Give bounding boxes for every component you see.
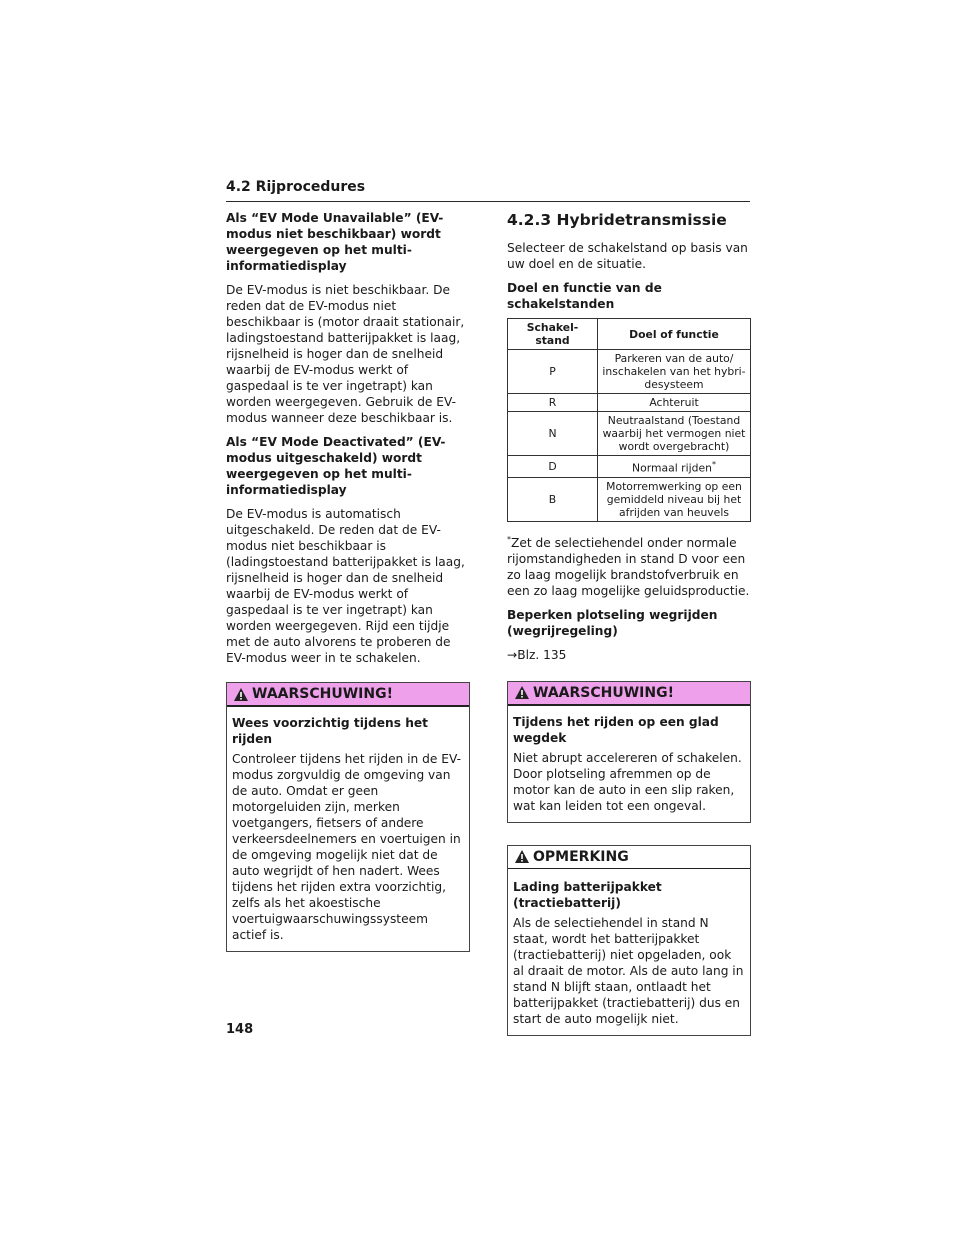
table-cell-position: D bbox=[508, 456, 598, 478]
heading-launch-control: Beperken plotseling wegrijden (wegrijregeling) bbox=[507, 607, 718, 638]
table-cell-function: Motorremwerking op een gemiddeld niveau bij het afrijden van heuvels bbox=[598, 477, 751, 521]
table-cell-function: Parkeren van de auto/ inschakelen van het hybri-desysteem bbox=[598, 350, 751, 394]
warning-header bbox=[508, 682, 750, 706]
heading-ev-unavailable: Als “EV Mode Unavailable” (EV-modus niet beschikbaar) wordt weergegeven op het multi-informatiedisplay bbox=[226, 211, 444, 273]
section-header bbox=[226, 179, 750, 202]
warning-text: Controleer tijdens het rijden in de EV-modus zorgvuldig de omgeving van de auto. Omdat er geen motorgeluiden zijn, merken voetgangers, fietsers of andere verkeersdeelnemers en voertuigen in de omgeving mogelijk niet dat de auto wegrijdt of hen nadert. Wees tijdens het rijden extra voorzichtig, zelfs als het akoestische voertuigwaarschuwingssysteem actief is. bbox=[232, 752, 461, 942]
table-footnote bbox=[507, 532, 751, 599]
notice-subtitle: Lading batterijpakket (tractiebatterij) bbox=[513, 879, 662, 910]
notice-text: Als de selectiehendel in stand N staat, wordt het batterijpakket (tractiebatterij) niet opgeladen, ook al draait de motor. Als de auto lang in stand N blijft staan, ontlaadt het batterijpakket (tractiebatterij) dus en start de auto mogelijk niet. bbox=[513, 915, 744, 1026]
table-cell-position: R bbox=[508, 394, 598, 412]
footnote-text: Zet de selectiehendel onder normale rijomstandigheden in stand D voor een zo laag mogelijk brandstofverbruik en een zo laag mogelijke geluidsproductie. bbox=[507, 535, 750, 598]
table-row bbox=[508, 412, 751, 456]
table-cell-position: B bbox=[508, 477, 598, 521]
right-column bbox=[507, 210, 751, 1036]
notice-box bbox=[507, 845, 751, 1036]
table-cell-function bbox=[598, 456, 751, 478]
page-reference-link[interactable]: →Blz. 135 bbox=[507, 647, 567, 662]
footnote-marker: * bbox=[711, 460, 716, 469]
section-header-title: 4.2 Rijprocedures bbox=[226, 179, 366, 195]
table-row bbox=[508, 350, 751, 394]
caution-icon bbox=[514, 849, 530, 864]
footnote-marker: * bbox=[507, 534, 511, 544]
table-header-position: Schakel- stand bbox=[508, 319, 598, 350]
warning-header bbox=[227, 683, 469, 707]
warning-title: WAARSCHUWING! bbox=[533, 684, 674, 701]
heading-ev-deactivated: Als “EV Mode Deactivated” (EV-modus uitgeschakeld) wordt weergegeven op het multi-informatiedisplay bbox=[226, 435, 446, 497]
warning-subtitle: Wees voorzichtig tijdens het rijden bbox=[232, 716, 428, 746]
paragraph-ev-deactivated: De EV-modus is automatisch uitgeschakeld. De reden dat de EV-modus niet beschikbaar is (ladingstoestand batterijpakket is laag, rijsnelheid is hoger dan de snelheid waarbij de EV-modus werkt of gaspedaal is te ver ingetrapt) kan worden weergegeven. Rijd een tijdje met de auto alvorens te proberen de EV-modus weer in te schakelen. bbox=[226, 507, 465, 665]
section-title-hybrid: 4.2.3 Hybridetransmissie bbox=[507, 211, 727, 229]
table-cell-function: Neutraalstand (Toestand waarbij het vermogen niet wordt overgebracht) bbox=[598, 412, 751, 456]
warning-icon bbox=[514, 685, 530, 700]
left-column bbox=[226, 210, 470, 952]
table-row bbox=[508, 477, 751, 521]
warning-text: Niet abrupt accelereren of schakelen. Door plotseling afremmen op de motor kan de auto in een slip raken, wat kan leiden tot een ongeval. bbox=[513, 750, 742, 813]
table-header-function: Doel of functie bbox=[598, 319, 751, 350]
notice-title: OPMERKING bbox=[533, 848, 629, 865]
warning-body bbox=[508, 706, 750, 822]
notice-header bbox=[508, 846, 750, 869]
warning-icon bbox=[233, 687, 249, 702]
warning-subtitle: Tijdens het rijden op een glad wegdek bbox=[513, 714, 719, 745]
shift-position-table bbox=[507, 318, 751, 522]
table-cell-position: N bbox=[508, 412, 598, 456]
table-cell-function: Achteruit bbox=[598, 394, 751, 412]
paragraph-ev-unavailable: De EV-modus is niet beschikbaar. De reden dat de EV-modus niet beschikbaar is (motor draait stationair, ladingstoestand batterijpakket is laag, rijsnelheid is hoger dan de snelheid waarbij de EV-modus werkt of gaspedaal is te ver ingetrapt) kan worden weergegeven. Gebruik de EV-modus wanneer deze beschikbaar is. bbox=[226, 283, 465, 425]
warning-body bbox=[227, 707, 469, 951]
table-caption: Doel en functie van de schakelstanden bbox=[507, 281, 662, 311]
warning-box-left bbox=[226, 682, 470, 952]
warning-box-right bbox=[507, 681, 751, 823]
page-number: 148 bbox=[226, 1022, 254, 1037]
table-cell-function-text: Normaal rijden bbox=[632, 461, 712, 475]
notice-body bbox=[508, 869, 750, 1035]
warning-title: WAARSCHUWING! bbox=[252, 686, 393, 702]
intro-paragraph: Selecteer de schakelstand op basis van uw doel en de situatie. bbox=[507, 241, 748, 271]
table-header-row bbox=[508, 319, 751, 350]
table-cell-position: P bbox=[508, 350, 598, 394]
table-row bbox=[508, 456, 751, 478]
table-row bbox=[508, 394, 751, 412]
